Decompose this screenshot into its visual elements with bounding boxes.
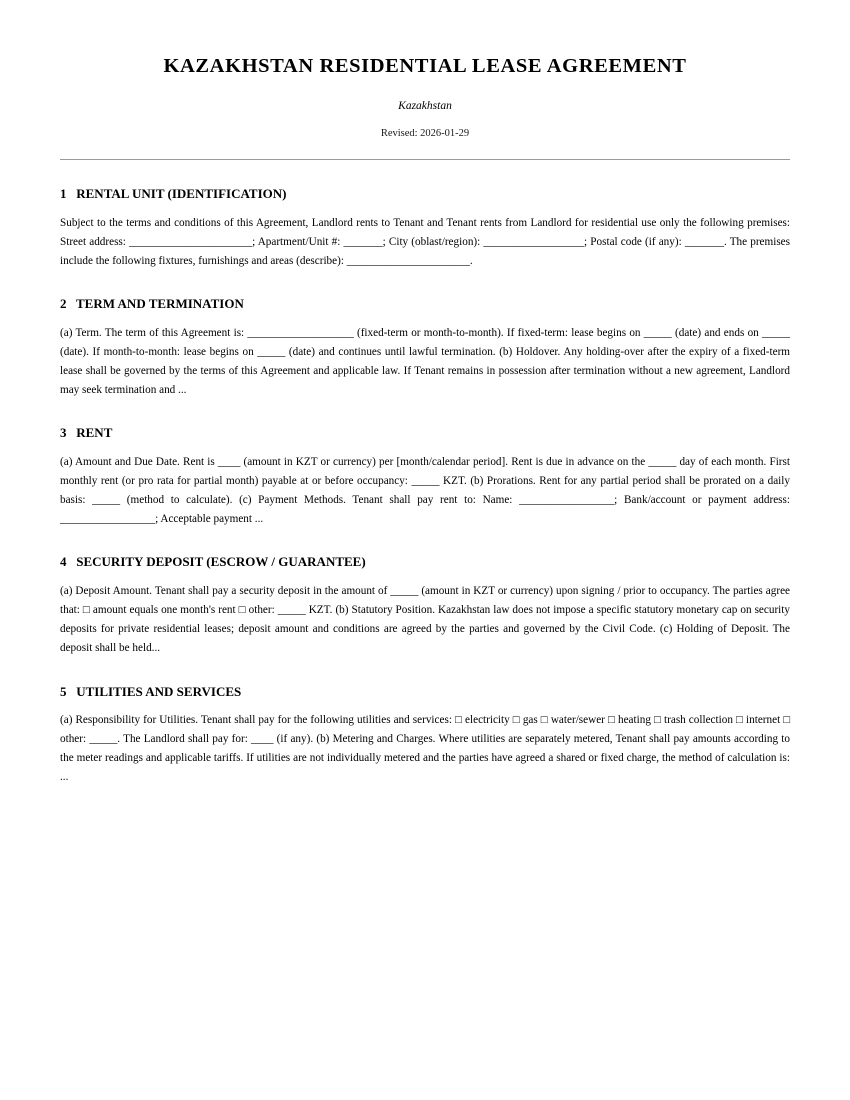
section-rent [60, 425, 790, 528]
page-title: KAZAKHSTAN RESIDENTIAL LEASE AGREEMENT [163, 55, 687, 77]
section-security-deposit [60, 554, 790, 657]
section-number: 1 [60, 186, 67, 202]
section-body: (a) Responsibility for Utilities. Tenant shall pay for the following utilities and services: □ electricity □ gas □ water/sewer □ heating □ trash collection □ internet □ other: _____. The Landlord shall pay for: ____ (if any). (b) Metering and Charges. Where utilities are separately metered, Tenant shall pay amounts according to the meter readings and applicable tariffs. If utilities are not individually metered and the parties have agreed a shared or fixed charge, the method of calculation is: ... [60, 714, 790, 783]
section-heading [60, 186, 790, 203]
section-heading [60, 684, 790, 701]
section-body: (a) Term. The term of this Agreement is: ___________________ (fixed-term or month-to-month). If fixed-term: lease begins on _____ (date) and ends on _____ (date). If month-to-month: lease begins on _____ (date) and continues until lawful termination. (b) Holdover. Any holding-over after the expiry of a fixed-term lease shall be governed by the terms of this Agreement and applicable law. If Tenant remains in possession after termination without a new agreement, Landlord may seek termination and ... [60, 327, 790, 396]
section-number: 5 [60, 683, 67, 699]
section-title: UTILITIES AND SERVICES [76, 683, 242, 699]
header-divider [60, 159, 790, 160]
section-heading [60, 296, 790, 313]
section-body: (a) Amount and Due Date. Rent is ____ (amount in KZT or currency) per [month/calendar period]. Rent is due in advance on the _____ day of each month. First monthly rent (or pro rata for partial month) payable at or before occupancy: _____ KZT. (b) Prorations. Rent for any partial period shall be prorated on a daily basis: _____ (method to calculate). (c) Payment Methods. Tenant shall pay rent to: Name: _________________; Bank/account or payment address: _________________; Acceptable payment ... [60, 456, 790, 525]
section-heading [60, 554, 790, 571]
section-heading [60, 425, 790, 442]
section-title: RENTAL UNIT (IDENTIFICATION) [76, 186, 287, 202]
revision-date: Revised: 2026-01-29 [380, 128, 470, 140]
section-title: SECURITY DEPOSIT (ESCROW / GUARANTEE) [76, 554, 366, 570]
section-title: RENT [76, 425, 113, 441]
section-body: Subject to the terms and conditions of this Agreement, Landlord rents to Tenant and Tenant rents from Landlord for residential use only the following premises: Street address: ______________________; Apartment/Unit #: _______; City (oblast/region): __________________; Postal code (if any): _______. The premises include the following fixtures, furnishings and areas (describe): ______________________. [60, 216, 790, 267]
section-rental-unit [60, 186, 790, 270]
section-term-and-termination [60, 296, 790, 399]
section-utilities-and-services [60, 684, 790, 787]
section-title: TERM AND TERMINATION [76, 296, 244, 312]
section-body: (a) Deposit Amount. Tenant shall pay a security deposit in the amount of _____ (amount in KZT or currency) upon signing / prior to occupancy. The parties agree that: □ amount equals one month's rent □ other: _____ KZT. (b) Statutory Position. Kazakhstan law does not impose a specific statutory monetary cap on security deposits for private residential leases; deposit amount and conditions are agreed by the parties and governed by the Civil Code. (c) Holding of Deposit. The deposit shall be held... [60, 585, 790, 654]
section-number: 2 [60, 296, 67, 312]
section-number: 3 [60, 425, 67, 441]
jurisdiction-subtitle: Kazakhstan [398, 99, 452, 112]
section-number: 4 [60, 554, 67, 570]
